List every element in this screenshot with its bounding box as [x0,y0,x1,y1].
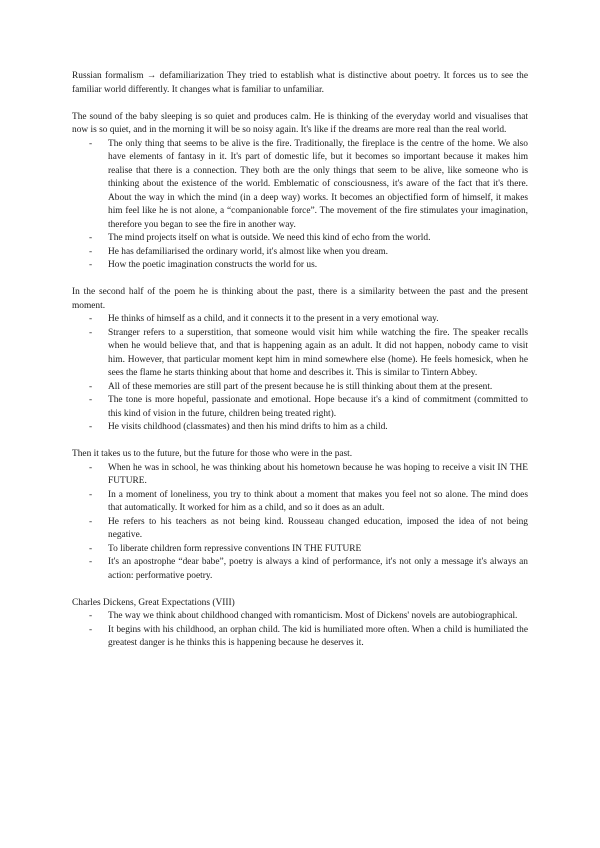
list-item: - He has defamiliarised the ordinary world, it's almost like when you dream. [108,246,528,260]
list-item: - The tone is more hopeful, passionate and emotional. Hope because it's a kind of commitment (committed to this kind of vision in the future, children being treated right). [108,394,528,421]
list-item: - To liberate children form repressive conventions IN THE FUTURE [108,543,528,557]
list-item: - It begins with his childhood, an orphan child. The kid is humiliated more often. When a child is humiliated the greatest danger is he thinks this is happening because he deserves it. [108,624,528,651]
list-item: - The mind projects itself on what is outside. We need this kind of echo from the world. [108,232,528,246]
section1-paragraph: The sound of the baby sleeping is so quiet and produces calm. He is thinking of the everyday world and visualises that now is so quiet, and in the morning it will be so noisy again. It's like if the dreams are more real than the real world. [72,111,528,135]
section3-list [72,462,528,584]
list-item: - All of these memories are still part of the present because he is still thinking about them at the present. [108,381,528,395]
list-item: - Stranger refers to a superstition, that someone would visit him while watching the fire. The speaker recalls when he would believe that, and that is happening again as an adult. It did not happen, nobody came to visit him. However, that particular moment kept him in mind somewhere else (home). He feels homesick, when he sees the flame he starts thinking about that home and describes it. This is similar to Tintern Abbey. [108,327,528,381]
paragraph-gap [72,273,528,287]
section2-paragraph: In the second half of the poem he is thinking about the past, there is a similarity between the past and the present moment. [72,287,528,311]
document-body [72,70,528,651]
paragraph-gap [72,435,528,449]
section4-heading: Charles Dickens, Great Expectations (VIII) [72,597,235,608]
section2-list [72,313,528,435]
list-item: - He visits childhood (classmates) and then his mind drifts to him as a child. [108,421,528,435]
list-item: - The way we think about childhood changed with romanticism. Most of Dickens' novels are autobiographical. [108,610,528,624]
list-item: - He thinks of himself as a child, and it connects it to the present in a very emotional way. [108,313,528,327]
intro-paragraph: Russian formalism → defamiliarization They tried to establish what is distinctive about poetry. It forces us to see the familiar world differently. It changes what is familiar to unfamiliar. [72,71,528,95]
list-item: - How the poetic imagination constructs the world for us. [108,259,528,273]
paragraph-gap [72,97,528,111]
list-item: - The only thing that seems to be alive is the fire. Traditionally, the fireplace is the centre of the home. We also have elements of fantasy in it. It's part of domestic life, but it becomes so important because it makes him realise that there is a connection. They both are the only things that seem to be alive, like someone who is thinking about the existence of the world. Emblematic of consciousness, it's aware of the fact that it's there. About the way in which the mind (in a deep way) works. It becomes an objectified form of himself, it makes him feel like he is not alone, a “companionable force”. The movement of the fire stimulates your imagination, therefore you began to see the fire in another way. [108,138,528,233]
section4-list [72,610,528,651]
list-item: - When he was in school, he was thinking about his hometown because he was hoping to receive a visit IN THE FUTURE. [108,462,528,489]
section3-paragraph: Then it takes us to the future, but the future for those who were in the past. [72,449,353,459]
list-item: - In a moment of loneliness, you try to think about a moment that makes you feel not so alone. The mind does that automatically. It worked for him as a child, and so it does as an adult. [108,489,528,516]
paragraph-gap [72,583,528,597]
list-item: - He refers to his teachers as not being kind. Rousseau changed education, imposed the idea of not being negative. [108,516,528,543]
section1-list [72,138,528,273]
list-item: - It's an apostrophe “dear babe”, poetry is always a kind of performance, it's not only a message it's always an action: performative poetry. [108,556,528,583]
